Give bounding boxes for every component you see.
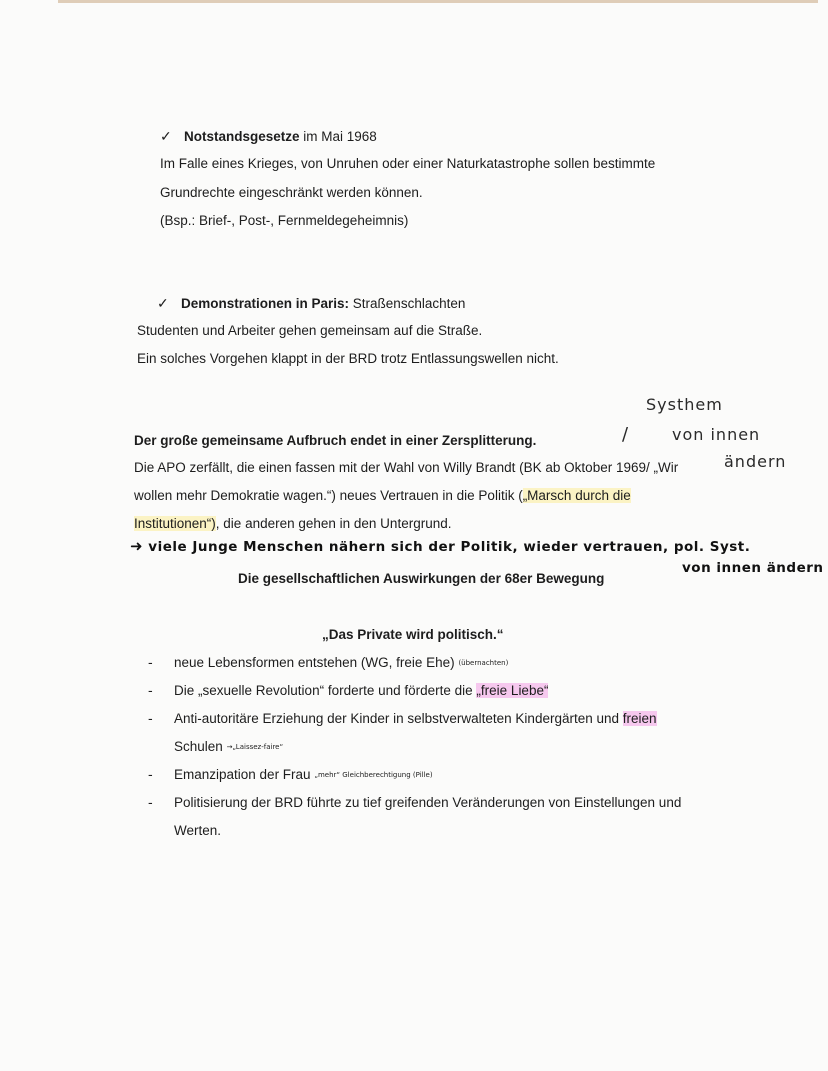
bullet-item-2-text: Die „sexuelle Revolution“ forderte und förderte die (174, 683, 477, 698)
apo-line-3-text: , die anderen gehen in den Untergrund. (215, 516, 452, 531)
handwritten-note-uebernachten: (übernachten) (458, 659, 509, 667)
highlight-freien: freien (622, 711, 657, 726)
notstand-title: Notstandsgesetze (184, 129, 300, 144)
apo-line-2 (134, 487, 631, 504)
aufbruch-heading: Der große gemeinsame Aufbruch endet in einer Zersplitterung. (134, 433, 537, 448)
bullet-item-5-cont: Werten. (174, 823, 222, 838)
apo-line-1: Die APO zerfällt, die einen fassen mit der Wahl von Willy Brandt (BK ab Oktober 1969/ „Wir (134, 460, 679, 475)
checkmark-icon: ✓ (157, 295, 169, 311)
bullet-item-5: Politisierung der BRD führte zu tief greifenden Veränderungen von Einstellungen und (174, 795, 682, 810)
notstand-line-1: Im Falle eines Krieges, von Unruhen oder einer Naturkatastrophe sollen bestimmte (160, 156, 656, 171)
top-edge-line (58, 0, 818, 3)
bullet-dash: - (148, 682, 153, 698)
handwritten-note-line-1 (130, 537, 750, 555)
handwritten-note-laissez-faire: →„Laissez-faire“ (226, 743, 284, 751)
apo-line-2-text: wollen mehr Demokratie wagen.“) neues Vertrauen in die Politik ( (134, 488, 523, 503)
margin-note-line-2: von innen (672, 425, 761, 444)
margin-note-slash: / (622, 424, 630, 445)
notstand-heading (160, 128, 377, 145)
bullet-item-1-text: neue Lebensformen entstehen (WG, freie Ehe) (174, 655, 455, 670)
bullet-item-4 (174, 766, 433, 784)
bullet-item-3-cont (174, 738, 283, 756)
bullet-dash: - (148, 654, 153, 670)
bullet-dash: - (148, 710, 153, 726)
paris-heading (157, 295, 465, 312)
auswirkungen-title: Die gesellschaftlichen Auswirkungen der 68er Bewegung (238, 571, 605, 586)
notstand-line-2: Grundrechte eingeschränkt werden können. (160, 185, 423, 200)
bullet-item-4-text: Emanzipation der Frau (174, 767, 311, 782)
highlight-freie-liebe: „freie Liebe“ (476, 683, 549, 698)
bullet-item-3 (174, 710, 657, 727)
bullet-item-3-cont-text: Schulen (174, 739, 223, 754)
highlight-marsch: „Marsch durch die (522, 488, 631, 503)
bullet-item-2 (174, 682, 548, 699)
notstand-date: im Mai 1968 (299, 129, 377, 144)
margin-note-line-3: ändern (724, 452, 787, 471)
paris-line-2: Ein solches Vorgehen klappt in der BRD trotz Entlassungswellen nicht. (137, 351, 559, 366)
handwritten-note-line-2: von innen ändern (682, 560, 824, 576)
handwritten-note-text: viele Junge Menschen nähern sich der Politik, wieder vertrauen, pol. Syst. (148, 539, 751, 555)
bullet-dash: - (148, 766, 153, 782)
notstand-line-3: (Bsp.: Brief-, Post-, Fernmeldegeheimnis) (160, 213, 409, 228)
margin-note-line-1: Systhem (646, 395, 723, 414)
paris-suffix: Straßenschlachten (349, 296, 466, 311)
paris-line-1: Studenten und Arbeiter gehen gemeinsam auf die Straße. (137, 323, 483, 338)
quote: „Das Private wird politisch.“ (322, 627, 504, 642)
handwritten-note-gleichberechtigung: „mehr“ Gleichberechtigung (Pille) (314, 771, 433, 779)
bullet-dash: - (148, 794, 153, 810)
bullet-item-1 (174, 654, 508, 672)
paris-title: Demonstrationen in Paris: (181, 296, 350, 311)
apo-line-3 (134, 515, 451, 532)
arrow-right-icon: ➜ (130, 537, 144, 555)
checkmark-icon: ✓ (160, 128, 172, 144)
bullet-item-3-text: Anti-autoritäre Erziehung der Kinder in selbstverwalteten Kindergärten und (174, 711, 623, 726)
highlight-institutionen: Institutionen“) (134, 516, 216, 531)
